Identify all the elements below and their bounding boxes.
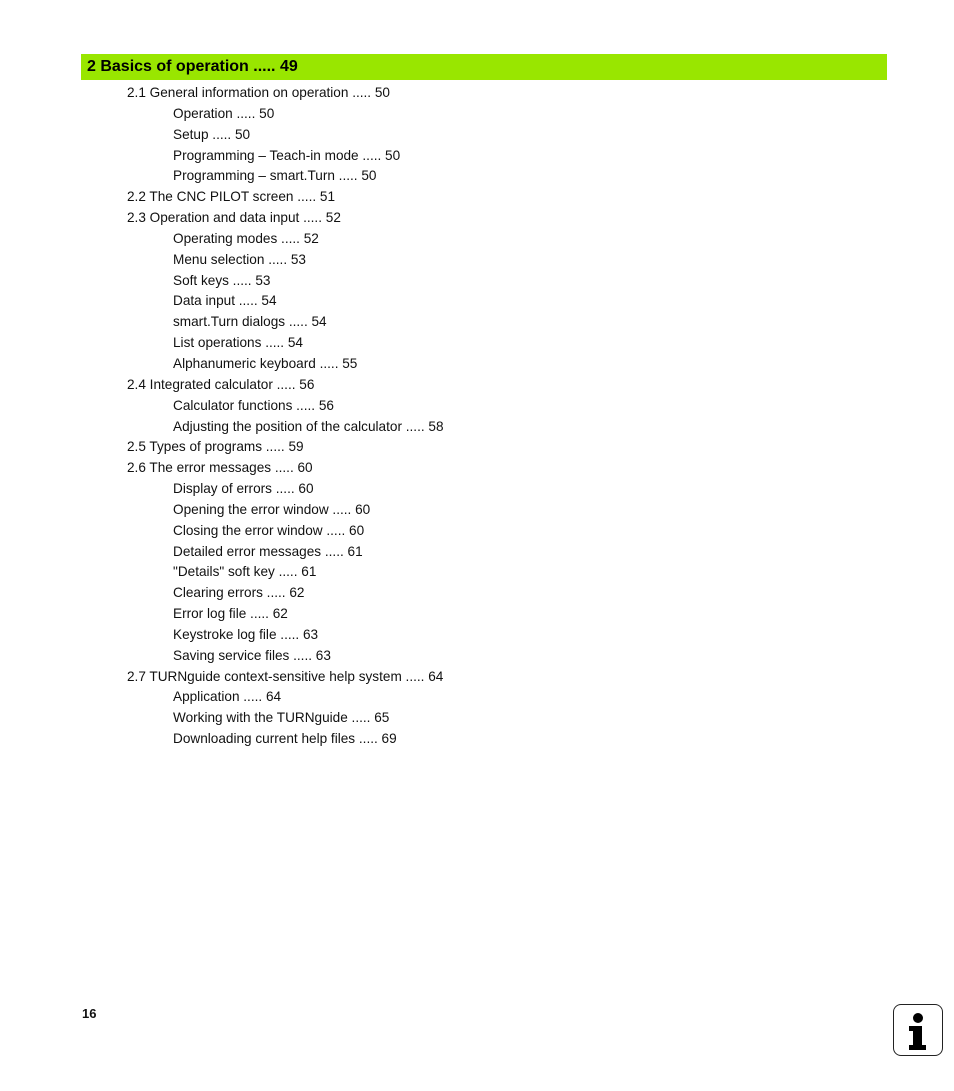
chapter-title: 2 Basics of operation ..... 49 bbox=[87, 58, 298, 75]
toc-subsection-entry: Detailed error messages ..... 61 bbox=[173, 543, 363, 559]
toc-subsection-entry: Menu selection ..... 53 bbox=[173, 251, 306, 267]
toc-subsection-entry: Closing the error window ..... 60 bbox=[173, 522, 365, 538]
toc-subsection-entry: "Details" soft key ..... 61 bbox=[173, 564, 317, 580]
toc-section-entry: 2.4 Integrated calculator ..... 56 bbox=[127, 376, 315, 392]
toc-subsection-entry: Display of errors ..... 60 bbox=[173, 481, 314, 497]
toc-subsection-entry: Programming – smart.Turn ..... 50 bbox=[173, 168, 377, 184]
toc-subsection-entry: Working with the TURNguide ..... 65 bbox=[173, 710, 390, 726]
toc-subsection-entry: Saving service files ..... 63 bbox=[173, 647, 331, 663]
toc-subsection-entry: Downloading current help files ..... 69 bbox=[173, 731, 397, 747]
toc-subsection-entry: List operations ..... 54 bbox=[173, 335, 303, 351]
toc-subsection-entry: Setup ..... 50 bbox=[173, 126, 251, 142]
toc-subsection-entry: Soft keys ..... 53 bbox=[173, 272, 271, 288]
toc-subsection-entry: Calculator functions ..... 56 bbox=[173, 397, 334, 413]
toc-subsection-entry: Clearing errors ..... 62 bbox=[173, 585, 305, 601]
page-number: 16 bbox=[82, 1006, 97, 1021]
toc-section-entry: 2.3 Operation and data input ..... 52 bbox=[127, 210, 341, 226]
info-icon bbox=[893, 1004, 943, 1056]
chapter-heading bbox=[81, 54, 887, 80]
toc-subsection-entry: smart.Turn dialogs ..... 54 bbox=[173, 314, 327, 330]
toc-subsection-entry: Programming – Teach-in mode ..... 50 bbox=[173, 147, 401, 163]
toc-subsection-entry: Operating modes ..... 52 bbox=[173, 230, 319, 246]
toc-subsection-entry: Alphanumeric keyboard ..... 55 bbox=[173, 355, 358, 371]
toc-section-entry: 2.1 General information on operation ..... 50 bbox=[127, 85, 390, 100]
toc-subsection-entry: Data input ..... 54 bbox=[173, 293, 277, 309]
toc-section-entry: 2.7 TURNguide context-sensitive help system ..... 64 bbox=[127, 668, 444, 684]
toc-subsection-entry: Application ..... 64 bbox=[173, 689, 282, 705]
table-of-contents bbox=[0, 83, 444, 750]
toc-subsection-entry: Opening the error window ..... 60 bbox=[173, 501, 371, 517]
toc-section-entry: 2.6 The error messages ..... 60 bbox=[127, 460, 313, 476]
toc-section-entry: 2.5 Types of programs ..... 59 bbox=[127, 439, 304, 455]
toc-subsection-entry: Error log file ..... 62 bbox=[173, 606, 288, 622]
toc-section-entry: 2.2 The CNC PILOT screen ..... 51 bbox=[127, 189, 336, 205]
toc-subsection-entry: Operation ..... 50 bbox=[173, 105, 275, 121]
toc-subsection-entry: Adjusting the position of the calculator ..... 58 bbox=[173, 418, 444, 434]
toc-subsection-entry: Keystroke log file ..... 63 bbox=[173, 626, 319, 642]
